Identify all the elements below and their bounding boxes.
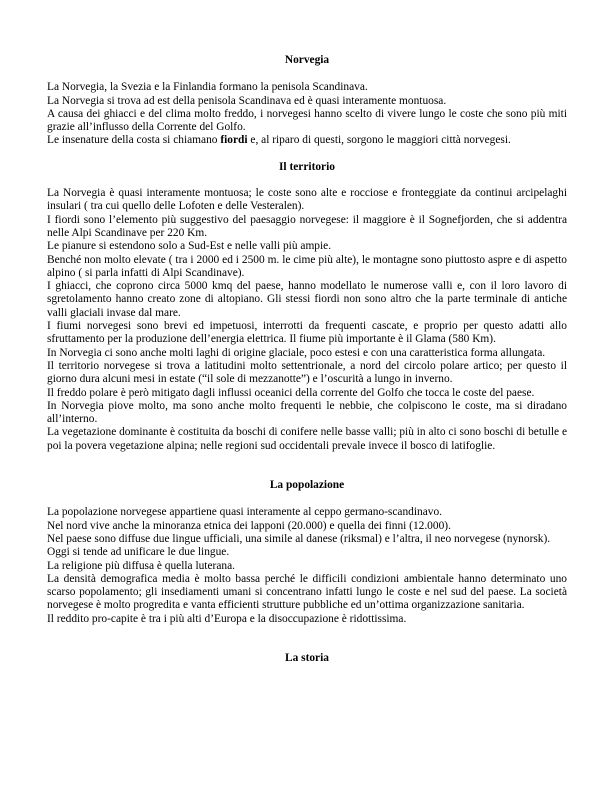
bold-term-fiordi: fiordi bbox=[220, 134, 248, 147]
paragraph: La Norvegia si trova ad est della penisola Scandinava ed è quasi interamente montuosa. bbox=[47, 94, 447, 107]
paragraph: La Norvegia è quasi interamente montuosa; le coste sono alte e rocciose e fronteggiate da continui arcipelaghi insulari ( tra cui quello delle Lofoten e delle Vesteralen). bbox=[47, 187, 567, 213]
paragraph: La religione più diffusa è quella luterana. bbox=[47, 559, 235, 572]
paragraph: A causa dei ghiacci e del clima molto freddo, i norvegesi hanno scelto di vivere lungo le coste che sono più miti grazie all’influsso della Corrente del Golfo. bbox=[47, 107, 567, 134]
paragraph: I ghiacci, che coprono circa 5000 kmq del paese, hanno modellato le numerose valli e, con il loro lavoro di sgretolamento hanno creato zone di altopiano. Gli stessi fiordi non sono altro che la parte terminale di antiche valli glaciali invase dal mare. bbox=[47, 280, 567, 319]
paragraph: Benché non molto elevate ( tra i 2000 ed i 2500 m. le cime più alte), le montagne sono piuttosto aspre e di aspetto alpino ( si parla infatti di Alpi Scandinave). bbox=[47, 253, 567, 279]
paragraph: I fiordi sono l’elemento più suggestivo del paesaggio norvegese: il maggiore è il Sognefjorden, che si addentra nelle Alpi Scandinave per 220 Km. bbox=[47, 213, 567, 239]
paragraph: I fiumi norvegesi sono brevi ed impetuosi, interrotti da frequenti cascate, e proprio per questo adatti allo sfruttamento per la produzione dell’energia elettrica. Il fiume più importante è il Glama (580 Km). bbox=[47, 320, 567, 346]
paragraph: Il freddo polare è però mitigato dagli influssi oceanici della corrente del Golfo che tocca le coste del paese. bbox=[47, 386, 535, 399]
paragraph: Il reddito pro-capite è tra i più alti d’Europa e la disoccupazione è ridottissima. bbox=[47, 612, 407, 625]
paragraph: Oggi si tende ad unificare le due lingue. bbox=[47, 546, 230, 559]
paragraph: In Norvegia piove molto, ma sono anche molto frequenti le nebbie, che colpiscono le coste, ma si diradano all’interno. bbox=[47, 399, 567, 426]
paragraph: Le pianure si estendono solo a Sud-Est e nelle valli più ampie. bbox=[47, 240, 332, 253]
paragraph: Nel nord vive anche la minoranza etnica dei lapponi (20.000) e quella dei finni (12.000). bbox=[47, 519, 451, 532]
paragraph-fiordi bbox=[47, 134, 567, 147]
text-run: Le insenature della costa si chiamano bbox=[47, 134, 221, 147]
text-run: e, al riparo di questi, sorgono le maggiori città norvegesi. bbox=[247, 134, 511, 147]
document-page bbox=[47, 54, 567, 665]
section-title-popolazione: La popolazione bbox=[269, 479, 345, 492]
section-body-territorio bbox=[47, 187, 567, 453]
paragraph: La densità demografica media è molto bassa perché le difficili condizioni ambientale hanno determinato uno scarso popolamento; gli insediamenti umani si concentrano infatti lungo le coste e nel sud del paese. La società norvegese è molto progredita e vanta efficienti strutture pubbliche ed un’ottima organizzazione sanitaria. bbox=[47, 572, 567, 612]
section-body-popolazione bbox=[47, 506, 567, 626]
paragraph: La popolazione norvegese appartiene quasi interamente al ceppo germano-scandinavo. bbox=[47, 506, 443, 519]
section-title-norvegia: Norvegia bbox=[284, 54, 330, 66]
paragraph: Nel paese sono diffuse due lingue ufficiali, una simile al danese (riksmal) e l’altra, il neo norvegese (nynorsk). bbox=[47, 532, 551, 545]
section-body-intro bbox=[47, 81, 567, 147]
paragraph: La Norvegia, la Svezia e la Finlandia formano la penisola Scandinava. bbox=[47, 81, 368, 94]
paragraph: In Norvegia ci sono anche molti laghi di origine glaciale, poco estesi e con una caratteristica forma allungata. bbox=[47, 346, 546, 359]
section-title-territorio: Il territorio bbox=[279, 160, 335, 173]
paragraph: La vegetazione dominante è costituita da boschi di conifere nelle basse valli; più in alto ci sono boschi di betulle e poi la povera vegetazione alpina; nelle regioni sud occidentali prevale invece il bosco di latifoglie. bbox=[47, 426, 568, 452]
paragraph: Il territorio norvegese si trova a latitudini molto settentrionale, a nord del circolo polare artico; per questo il giorno dura alcuni mesi in estate (“il sole di mezzanotte”) e l’oscurità a lungo in inverno. bbox=[47, 359, 567, 386]
section-title-storia: La storia bbox=[285, 651, 329, 664]
